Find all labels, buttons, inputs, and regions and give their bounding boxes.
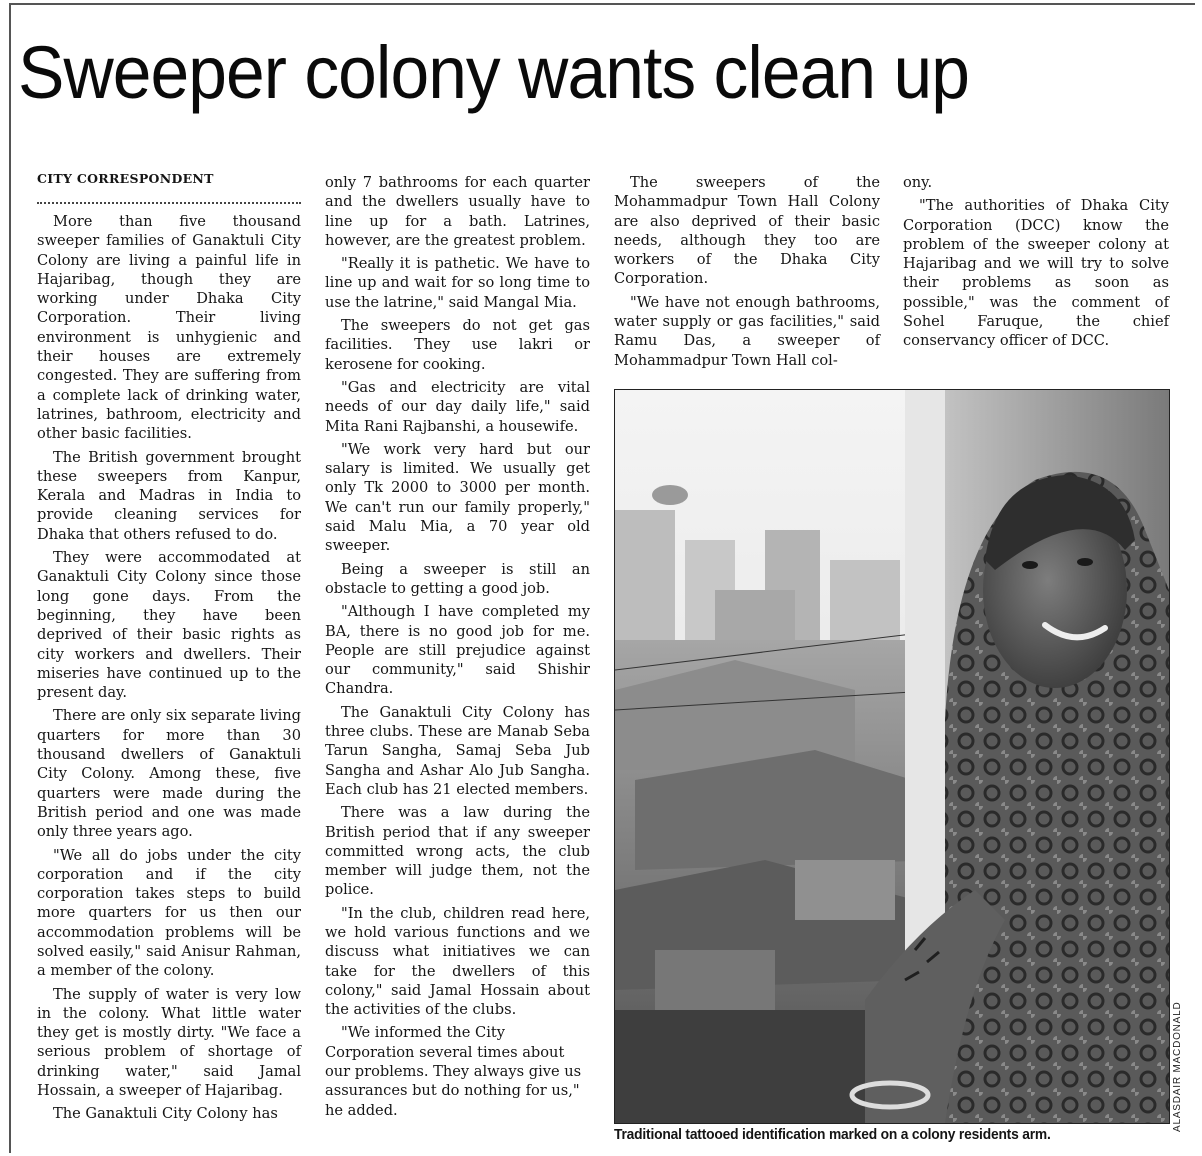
paragraph: "In the club, children read here, we hold various functions and we discuss what initiatives we can take for the dwellers of this colony," said Jamal Hossain about the activities of the clubs.	[325, 904, 590, 1019]
paragraph: They were accommodated at Ganaktuli City Colony since those long gone days. From the beginning, they have been deprived of their basic rights as city workers and dwellers. Their miseries have continued up to the present day.	[37, 549, 301, 702]
paragraph: ony.	[903, 174, 933, 191]
article-column-1	[37, 170, 301, 1124]
news-photo	[614, 389, 1170, 1124]
paragraph: "We all do jobs under the city corporation and if the city corporation takes steps to build more quarters for us then our accommodation problems will be solved easily," said Anisur Rahman, a member of the colony.	[37, 846, 301, 980]
paragraph: "Gas and electricity are vital needs of our day daily life," said Mita Rani Rajbanshi, a housewife.	[325, 378, 590, 435]
paragraph: "We have not enough bathrooms, water supply or gas facilities," said Ramu Das, a sweeper of Mohammadpur Town Hall col-	[614, 293, 880, 369]
article-column-4	[903, 173, 1169, 355]
paragraph: The sweepers of the Mohammadpur Town Hall Colony are also deprived of their basic needs, although they too are workers of the Dhaka City Corporation.	[614, 174, 880, 288]
paragraph: The sweepers do not get gas facilities. They use lakri or kerosene for cooking.	[325, 317, 590, 373]
paragraph: Being a sweeper is still an obstacle to getting a good job.	[325, 560, 590, 597]
article-column-2	[325, 173, 590, 1120]
photo-illustration	[615, 390, 1169, 1123]
paragraph: There was a law during the British period that if any sweeper committed wrong acts, the club member will judge them, not the police.	[325, 804, 590, 899]
left-rule	[9, 3, 11, 1153]
top-rule	[10, 3, 1195, 5]
paragraph: "We work very hard but our salary is limited. We usually get only Tk 2000 to 3000 per month. We can't run our family properly," said Malu Mia, a 70 year old sweeper.	[325, 440, 590, 555]
article-column-3	[614, 173, 880, 374]
byline-rule	[37, 196, 301, 204]
photo-caption: Traditional tattooed identification marked on a colony residents arm.	[614, 1126, 1051, 1143]
paragraph: The Ganaktuli City Colony has three clubs. These are Manab Seba Tarun Sangha, Samaj Seba Jub Sangha and Ashar Alo Jub Sangha. Each club has 21 elected members.	[325, 703, 590, 798]
paragraph: The supply of water is very low in the colony. What little water they get is mostly dirty. "We face a serious problem of shortage of drinking water," said Jamal Hossain, a sweeper of Hajaribag.	[37, 985, 301, 1100]
paragraph: "Really it is pathetic. We have to line up and wait for so long time to use the latrine," said Mangal Mia.	[325, 255, 590, 311]
byline: CITY CORRESPONDENT	[37, 171, 214, 186]
paragraph: There are only six separate living quarters for more than 30 thousand dwellers of Ganaktuli City Colony. Among these, five quarters were made during the British period and one was made only three years ago.	[37, 707, 301, 841]
headline: Sweeper colony wants clean up	[18, 31, 970, 114]
photo-credit: ALASDAIR MACDONALD	[1172, 1001, 1183, 1132]
paragraph: The British government brought these sweepers from Kanpur, Kerala and Madras in India to provide cleaning services for Dhaka that others refused to do.	[37, 448, 301, 543]
paragraph: only 7 bathrooms for each quarter and the dwellers usually have to line up for a bath. Latrines, however, are the greatest problem.	[325, 174, 590, 249]
paragraph: The Ganaktuli City Colony has	[53, 1105, 278, 1123]
paragraph: "Although I have completed my BA, there is no good job for me. People are still prejudice against our community," said Shishir Chandra.	[325, 603, 590, 698]
paragraph: "The authorities of Dhaka City Corporation (DCC) know the problem of the sweeper colony at Hajaribag and we will try to solve their problems as soon as possible," was the comment of Sohel Faruque, the chief conservancy officer of DCC.	[903, 197, 1169, 350]
paragraph: More than five thousand sweeper families of Ganaktuli City Colony are living a painful life in Hajaribag, though they are working under Dhaka City Corporation. Their living environment is unhygienic and their houses are extremely congested. They are suffering from a complete lack of drinking water, latrines, bathroom, electricity and other basic facilities.	[37, 213, 301, 443]
paragraph: "We informed the City Corporation several times about our problems. They always give us assurances but do nothing for us," he added.	[325, 1024, 582, 1119]
